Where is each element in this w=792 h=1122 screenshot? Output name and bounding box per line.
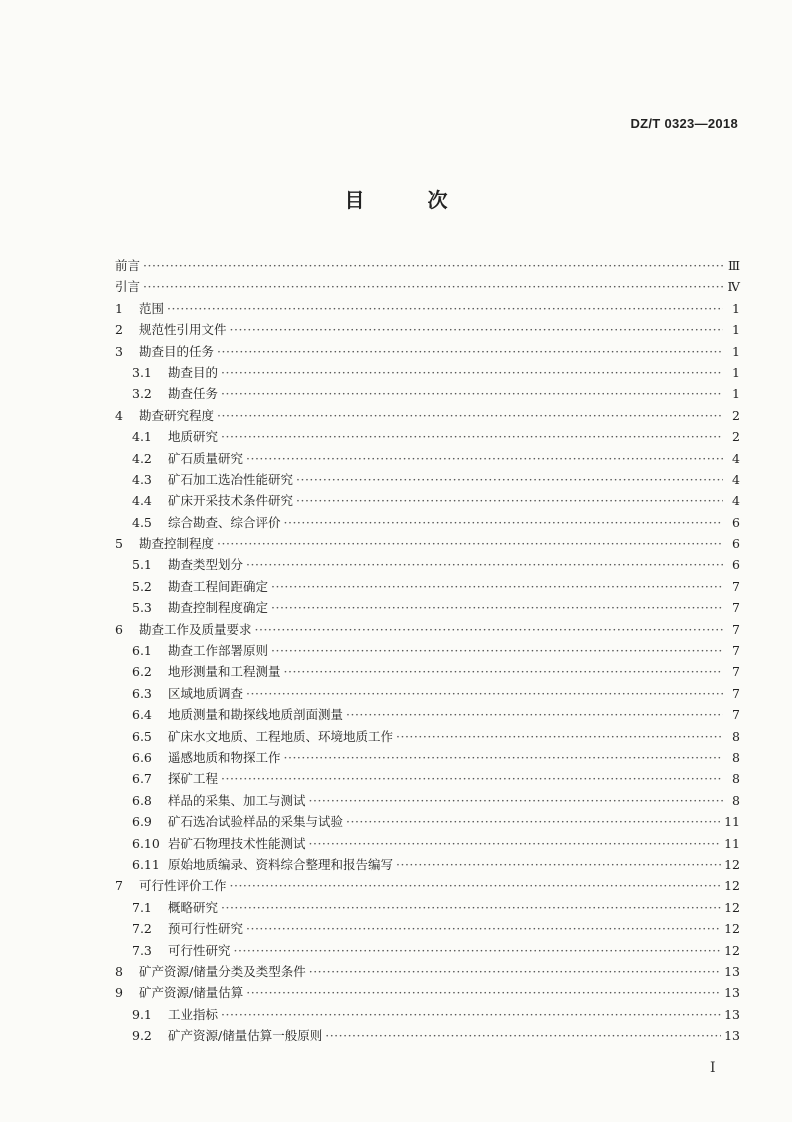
toc-entry-page: 12	[724, 878, 740, 894]
toc-entry-label: 勘查任务	[168, 386, 219, 402]
toc-entry-page: 12	[724, 856, 740, 872]
toc-entry[interactable]	[115, 405, 740, 426]
toc-entry-page: 1	[732, 300, 740, 316]
toc-entry-page: 1	[732, 322, 740, 338]
toc-entry-label: 遥感地质和物探工作	[168, 749, 281, 765]
toc-entry-label: 样品的采集、加工与测试	[168, 792, 306, 808]
dot-leader	[246, 448, 723, 469]
dot-leader	[143, 276, 723, 297]
toc-entry-page: Ⅲ	[727, 258, 740, 273]
toc-entry[interactable]	[115, 726, 740, 747]
toc-entry[interactable]	[115, 597, 740, 618]
toc-entry-label: 工业指标	[168, 1006, 219, 1022]
toc-entry-page: 4	[732, 450, 740, 466]
toc-entry-number: 6.4	[132, 707, 152, 723]
toc-entry-page: 4	[732, 471, 740, 487]
toc-entry-page: 2	[732, 407, 740, 423]
dot-leader	[221, 1004, 721, 1025]
toc-entry-page: 13	[724, 985, 740, 1001]
toc-entry-page: 13	[724, 1028, 740, 1044]
toc-entry-number: 5.2	[132, 578, 152, 594]
toc-entry[interactable]	[115, 1004, 740, 1025]
toc-entry-page: 8	[732, 728, 740, 744]
toc-entry-number: 6.7	[132, 771, 152, 787]
toc-entry-page: 6	[732, 536, 740, 552]
toc-entry[interactable]	[115, 619, 740, 640]
toc-entry-label: 综合勘查、综合评价	[168, 514, 281, 530]
toc-entry-number: 6.5	[132, 728, 152, 744]
toc-entry[interactable]	[115, 897, 740, 918]
toc-entry[interactable]	[115, 448, 740, 469]
dot-leader	[296, 490, 723, 511]
dot-leader	[396, 854, 721, 875]
toc-entry-page: 12	[724, 899, 740, 915]
toc-entry[interactable]	[115, 833, 740, 854]
toc-entry-number: 6.8	[132, 792, 152, 808]
toc-entry-page: 12	[724, 921, 740, 937]
toc-entry-label: 勘查目的	[168, 364, 219, 380]
toc-entry-page: 2	[732, 429, 740, 445]
dot-leader	[271, 597, 723, 618]
toc-entry-number: 3.1	[132, 364, 152, 380]
dot-leader	[325, 1025, 721, 1046]
toc-entry[interactable]	[115, 790, 740, 811]
toc-entry-number: 5.1	[132, 557, 152, 573]
toc-entry-number: 9.1	[132, 1006, 152, 1022]
toc-entry-label: 原始地质编录、资料综合整理和报告编写	[168, 856, 394, 872]
toc-entry[interactable]	[115, 426, 740, 447]
toc-entry-page: Ⅳ	[727, 279, 740, 295]
dot-leader	[230, 875, 722, 896]
toc-entry-number: 4	[115, 407, 123, 423]
dot-leader	[309, 790, 723, 811]
toc-entry-number: 6.9	[132, 814, 152, 830]
toc-entry-number: 2	[115, 322, 123, 338]
toc-entry-number: 7.2	[132, 921, 152, 937]
standard-code: DZ/T 0323—2018	[630, 116, 738, 131]
toc-entry[interactable]	[115, 341, 740, 362]
toc-entry[interactable]	[115, 362, 740, 383]
dot-leader	[246, 982, 721, 1003]
toc-entry-page: 11	[724, 835, 740, 851]
toc-entry-page: 4	[732, 493, 740, 509]
dot-leader	[217, 341, 723, 362]
toc-entry-page: 1	[732, 343, 740, 359]
toc-entry[interactable]	[115, 640, 740, 661]
toc-entry-number: 7	[115, 878, 123, 894]
toc-entry[interactable]	[115, 854, 740, 875]
toc-entry-number: 4.4	[132, 493, 152, 509]
toc-entry[interactable]	[115, 918, 740, 939]
toc-entry-number: 7.3	[132, 942, 152, 958]
dot-leader	[296, 469, 723, 490]
toc-entry-label: 矿产资源/储量估算一般原则	[168, 1028, 323, 1044]
toc-entry-label: 可行性评价工作	[139, 878, 227, 894]
toc-entry-number: 6.1	[132, 643, 152, 659]
toc-entry[interactable]	[115, 811, 740, 832]
dot-leader	[396, 726, 723, 747]
dot-leader	[230, 319, 723, 340]
toc-entry[interactable]	[115, 576, 740, 597]
toc-entry-number: 6.2	[132, 664, 152, 680]
dot-leader	[217, 405, 723, 426]
toc-entry[interactable]	[115, 469, 740, 490]
toc-entry-label: 勘查目的任务	[139, 343, 215, 359]
toc-entry-label: 矿床水文地质、工程地质、环境地质工作	[168, 728, 394, 744]
dot-leader	[217, 533, 723, 554]
toc-entry[interactable]	[115, 512, 740, 533]
toc-entry-page: 7	[732, 685, 740, 701]
toc-entry-label: 勘查研究程度	[139, 407, 215, 423]
dot-leader	[221, 362, 723, 383]
toc-entry[interactable]	[115, 875, 740, 896]
toc-entry-page: 7	[732, 578, 740, 594]
toc-entry-page: 1	[732, 364, 740, 380]
toc-entry-page: 13	[724, 963, 740, 979]
toc-entry[interactable]	[115, 961, 740, 982]
toc-entry-page: 11	[724, 814, 740, 830]
toc-entry-page: 6	[732, 557, 740, 573]
toc-entry-label: 勘查控制程度	[139, 536, 215, 552]
toc-entry-number: 6.11	[132, 856, 160, 872]
dot-leader	[309, 961, 721, 982]
toc-entry-number: 3	[115, 343, 123, 359]
dot-leader	[284, 512, 723, 533]
dot-leader	[221, 426, 723, 447]
toc-entry-number: 4.3	[132, 471, 152, 487]
toc-entry-number: 4.1	[132, 429, 152, 445]
toc-entry[interactable]	[115, 490, 740, 511]
dot-leader	[246, 918, 721, 939]
toc-entry-label: 概略研究	[168, 899, 219, 915]
toc-entry-number: 3.2	[132, 386, 152, 402]
toc-entry-number: 8	[115, 963, 123, 979]
toc-entry-page: 8	[732, 792, 740, 808]
toc-entry-label: 勘查控制程度确定	[168, 600, 269, 616]
dot-leader	[234, 940, 722, 961]
table-of-contents	[115, 255, 740, 1046]
dot-leader	[271, 576, 723, 597]
toc-entry-page: 8	[732, 749, 740, 765]
toc-entry-number: 6.10	[132, 835, 160, 851]
toc-entry-label: 矿产资源/储量估算	[139, 985, 244, 1001]
toc-entry[interactable]	[115, 982, 740, 1003]
toc-entry-label: 矿石加工选冶性能研究	[168, 471, 294, 487]
toc-entry-label: 勘查工程间距确定	[168, 578, 269, 594]
toc-entry-label: 探矿工程	[168, 771, 219, 787]
toc-entry-page: 8	[732, 771, 740, 787]
toc-entry[interactable]	[115, 683, 740, 704]
toc-entry-label: 矿产资源/储量分类及类型条件	[139, 963, 306, 979]
toc-entry-label: 地质研究	[168, 429, 219, 445]
toc-entry-number: 5.3	[132, 600, 152, 616]
toc-entry-number: 6	[115, 621, 123, 637]
dot-leader	[246, 554, 723, 575]
dot-leader	[143, 255, 723, 276]
toc-entry[interactable]	[115, 747, 740, 768]
toc-entry-number: 7.1	[132, 899, 152, 915]
toc-entry-label: 区域地质调查	[168, 685, 244, 701]
dot-leader	[346, 704, 723, 725]
dot-leader	[246, 683, 723, 704]
toc-entry-label: 勘查工作部署原则	[168, 643, 269, 659]
page-title: 目 次	[344, 188, 476, 212]
footer-page-number: I	[710, 1060, 716, 1076]
dot-leader	[271, 640, 723, 661]
toc-entry-page: 13	[724, 1006, 740, 1022]
toc-entry[interactable]	[115, 554, 740, 575]
toc-entry-number: 1	[115, 300, 123, 316]
toc-entry-number: 5	[115, 536, 123, 552]
toc-entry-label: 矿床开采技术条件研究	[168, 493, 294, 509]
toc-entry-label: 勘查工作及质量要求	[139, 621, 252, 637]
toc-entry[interactable]	[115, 704, 740, 725]
dot-leader	[284, 747, 723, 768]
toc-entry-label: 岩矿石物理技术性能测试	[168, 835, 306, 851]
toc-entry[interactable]	[115, 768, 740, 789]
dot-leader	[221, 383, 723, 404]
toc-entry-page: 1	[732, 386, 740, 402]
toc-entry-label: 矿石选冶试验样品的采集与试验	[168, 814, 344, 830]
toc-entry[interactable]	[115, 255, 740, 276]
toc-entry-number: 9	[115, 985, 123, 1001]
toc-entry-page: 6	[732, 514, 740, 530]
toc-entry-page: 12	[724, 942, 740, 958]
dot-leader	[255, 619, 723, 640]
toc-entry-label: 规范性引用文件	[139, 322, 227, 338]
toc-entry-page: 7	[732, 664, 740, 680]
dot-leader	[284, 661, 723, 682]
toc-entry-page: 7	[732, 707, 740, 723]
toc-entry-number: 6.3	[132, 685, 152, 701]
toc-entry-label: 前言	[115, 258, 141, 273]
toc-entry-label: 预可行性研究	[168, 921, 244, 937]
toc-entry-number: 9.2	[132, 1028, 152, 1044]
toc-entry-label: 范围	[139, 300, 165, 316]
toc-entry-label: 地形测量和工程测量	[168, 664, 281, 680]
toc-entry-label: 可行性研究	[168, 942, 231, 958]
toc-entry[interactable]	[115, 1025, 740, 1046]
dot-leader	[346, 811, 721, 832]
dot-leader	[309, 833, 722, 854]
toc-entry-label: 地质测量和勘探线地质剖面测量	[168, 707, 344, 723]
dot-leader	[221, 768, 723, 789]
toc-entry[interactable]	[115, 661, 740, 682]
toc-entry[interactable]	[115, 276, 740, 297]
toc-entry[interactable]	[115, 319, 740, 340]
toc-entry-page: 7	[732, 621, 740, 637]
toc-entry-number: 4.5	[132, 514, 152, 530]
toc-entry[interactable]	[115, 533, 740, 554]
toc-entry-number: 4.2	[132, 450, 152, 466]
toc-entry[interactable]	[115, 298, 740, 319]
toc-entry-page: 7	[732, 643, 740, 659]
toc-entry[interactable]	[115, 940, 740, 961]
toc-entry[interactable]	[115, 383, 740, 404]
toc-entry-label: 引言	[115, 279, 141, 295]
dot-leader	[167, 298, 723, 319]
toc-entry-label: 矿石质量研究	[168, 450, 244, 466]
toc-entry-page: 7	[732, 600, 740, 616]
toc-entry-label: 勘查类型划分	[168, 557, 244, 573]
dot-leader	[221, 897, 721, 918]
toc-entry-number: 6.6	[132, 749, 152, 765]
